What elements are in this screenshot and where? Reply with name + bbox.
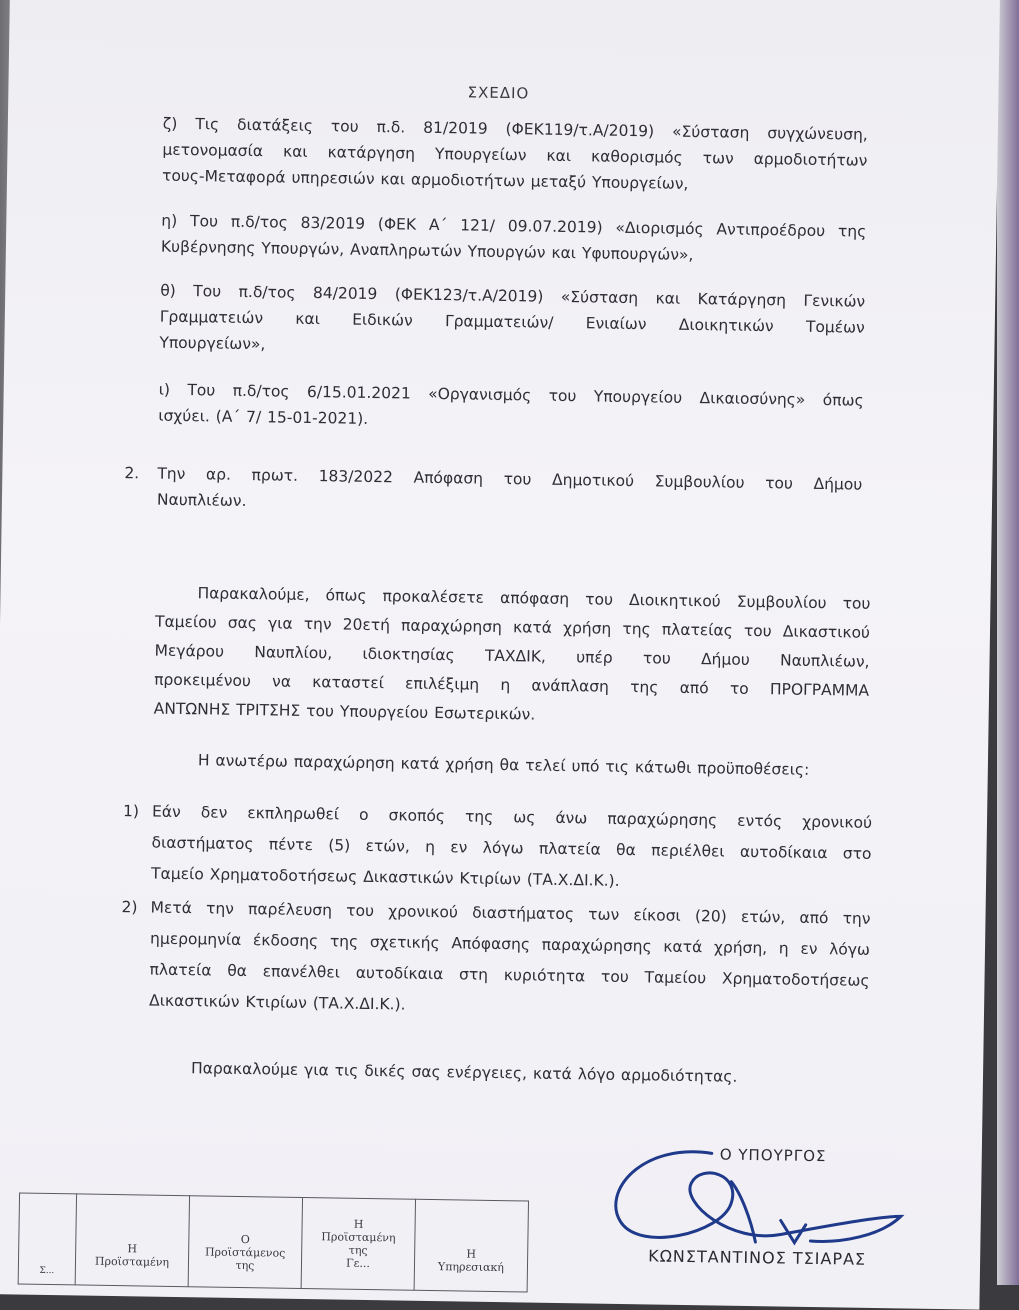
clause-z xyxy=(162,111,868,200)
condition-1 xyxy=(151,797,872,901)
request-line: Παρακαλούμε, όπως προκαλέσετε απόφαση του Διοικητικού Συμβουλίου του xyxy=(197,584,871,613)
condition-line: Δικαστικών Κτιρίων (ΤΑ.Χ.ΔΙ.Κ.). xyxy=(148,991,406,1014)
clause-line: θ) Του π.δ/τος 84/2019 (ΦΕΚ123/τ.Α/2019) «Σύσταση και Κατάργηση Γενικών xyxy=(160,281,866,311)
request-line: Μεγάρου Ναυπλίου, ιδιοκτησίας ΤΑΧΔΙΚ, υπέρ του Δήμου Ναυπλιέων, xyxy=(154,641,870,671)
cell-text: Προϊστάμενος xyxy=(204,1244,286,1260)
clause-line: ζ) Τις διατάξεις του π.δ. 81/2019 (ΦΕΚ119/τ.Α/2019) «Σύσταση συγχώνευση, xyxy=(162,114,868,144)
clause-line: η) Του π.δ/τος 83/2019 (ΦΕΚ Α΄ 121/ 09.07.2019) «Διορισμός Αντιπροέδρου της xyxy=(161,211,867,241)
cell-text: Η xyxy=(353,1217,364,1231)
cell-text: Η xyxy=(466,1247,477,1261)
cell-text: Η xyxy=(127,1242,138,1256)
condition-number: 1) xyxy=(122,802,140,821)
signatory-name: ΚΩΝΣΤΑΝΤΙΝΟΣ ΤΣΙΑΡΑΣ xyxy=(648,1246,867,1269)
cell-text: Προϊσταμένη xyxy=(321,1230,396,1245)
cell-text: Γε... xyxy=(345,1256,371,1271)
condition-line: Εάν δεν εκπληρωθεί ο σκοπός της ως άνω παραχώρησης εντός χρονικού xyxy=(151,802,873,832)
cell-text: Ο xyxy=(240,1232,250,1246)
clause-th xyxy=(159,278,865,367)
signatory-title: Ο ΥΠΟΥΡΓΟΣ xyxy=(719,1145,827,1166)
table-cell xyxy=(414,1199,528,1292)
handwritten-signature xyxy=(580,1121,912,1269)
condition-line: διαστήματος πέντε (5) ετών, η εν λόγω πλατεία θα περιέλθει αυτοδίκαια στο xyxy=(151,833,872,863)
item-line: Ναυπλιέων. xyxy=(156,490,247,511)
condition-line: πλατεία θα επανέλθει αυτοδίκαια στη κυριότητα του Ταμείου Χρηματοδοτήσεως xyxy=(149,960,870,990)
table-cell xyxy=(18,1193,76,1285)
cell-text: Σ... xyxy=(39,1265,55,1277)
request-line: προκειμένου να καταστεί επιλέξιμη η ανάπλαση της από το ΠΡΟΓΡΑΜΜΑ xyxy=(154,670,870,700)
request-line: Ταμείου σας για την 20ετή παραχώρηση κατά χρήση της πλατείας του Δικαστικού xyxy=(154,612,871,642)
clause-line: μετονομασία και κατάργηση Υπουργείων και καθορισμός των αρμοδιοτήτων xyxy=(162,140,868,170)
closing-line: Παρακαλούμε για τις δικές σας ενέργειες, κατά λόγο αρμοδιότητας. xyxy=(190,1059,738,1086)
conditions-intro: Η ανωτέρω παραχώρηση κατά χρήση θα τελεί υπό τις κάτωθι προϋποθέσεις: xyxy=(197,751,810,779)
clause-line: Γραμματειών και Ειδικών Γραμματειών/ Ενιαίων Διοικητικών Τομέων xyxy=(159,307,865,337)
clause-line: Υπουργείων», xyxy=(159,333,266,354)
right-background-edge xyxy=(997,0,1019,1285)
cell-text: Προϊσταμένη xyxy=(94,1254,170,1269)
condition-line: Ταμείο Χρηματοδοτήσεως Δικαστικών Κτιρίων (ΤΑ.Χ.ΔΙ.Κ.). xyxy=(150,864,620,890)
request-paragraph xyxy=(153,579,870,735)
approvals-table xyxy=(18,1193,529,1293)
document-title: ΣΧΕΔΙΟ xyxy=(467,83,530,103)
item-2-text xyxy=(157,461,863,524)
table-cell xyxy=(75,1194,189,1287)
clause-i xyxy=(161,208,867,271)
table-row xyxy=(18,1193,528,1292)
condition-line: ημερομηνία έκδοσης της σχετικής Απόφασης παραχώρησης κατά χρήση, η εν λόγω xyxy=(149,929,871,959)
condition-number: 2) xyxy=(121,898,138,917)
clause-iota xyxy=(158,377,864,440)
item-number: 2. xyxy=(124,464,140,483)
table-cell xyxy=(301,1197,415,1290)
item-line: Την αρ. πρωτ. 183/2022 Απόφαση του Δημοτικού Συμβουλίου του Δήμου xyxy=(157,464,863,494)
request-line: ΑΝΤΩΝΗΣ ΤΡΙΤΣΗΣ του Υπουργείου Εσωτερικών. xyxy=(153,699,536,724)
condition-line: Μετά την παρέλευση του χρονικού διαστήματος των είκοσι (20) ετών, από την xyxy=(150,898,871,928)
clause-line: ισχύει. (Α΄ 7/ 15-01-2021). xyxy=(158,406,369,428)
cell-text: Υπηρεσιακή xyxy=(437,1260,505,1275)
clause-line: τους-Μεταφορά υπηρεσιών και αρμοδιοτήτων μεταξύ Υπουργείων, xyxy=(161,166,689,193)
table-cell xyxy=(188,1196,302,1289)
condition-2 xyxy=(149,893,871,1028)
clause-line: ι) Του π.δ/τος 6/15.01.2021 «Οργανισμός του Υπουργείου Δικαιοσύνης» όπως xyxy=(158,380,864,410)
cell-text: της xyxy=(348,1243,368,1257)
cell-text: της xyxy=(235,1258,255,1272)
clause-line: Κυβέρνησης Υπουργών, Αναπληρωτών Υπουργών και Υφυπουργών», xyxy=(160,237,694,264)
